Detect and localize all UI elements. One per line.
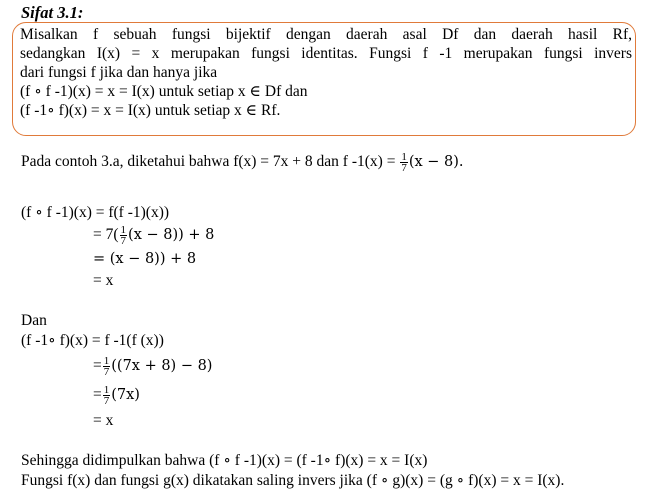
intro-text: Pada contoh 3.a, diketahui bahwa f(x) = 7x + 8 dan f -1(x) = [21, 153, 396, 171]
derivation-1-line-2 [93, 225, 214, 246]
derivation-2-line-1: (f -1∘ f)(x) = f -1(f (x)) [21, 332, 164, 349]
conclusion-line-2: Fungsi f(x) dan fungsi g(x) dikatakan saling invers jika (f ∘ g)(x) = (g ∘ f)(x) = x = I(x). [21, 472, 565, 489]
property-line-3: dari fungsi f jika dan hanya jika [20, 64, 218, 81]
dan-label: Dan [21, 312, 47, 329]
property-title: Sifat 3.1: [21, 3, 84, 22]
derivation-2-line-2 [93, 356, 212, 377]
fraction-numerator: 1 [103, 384, 110, 396]
derivation-2-line-4: = x [93, 412, 114, 429]
derivation-1-line-1: (f ∘ f -1)(x) = f(f -1)(x)) [21, 204, 170, 221]
fraction-numerator: 1 [120, 224, 127, 236]
derivation-1-fraction [120, 225, 128, 246]
intro-math: (x − 8). [408, 154, 464, 171]
property-line-4: (f ∘ f -1)(x) = x = I(x) untuk setiap x ∈ Df dan [20, 83, 308, 100]
intro-fraction [400, 152, 408, 173]
derivation-2-post: ((7x + 8) − 8) [111, 358, 213, 375]
fraction-denominator: 7 [401, 162, 407, 174]
derivation-1-line-3: = (x − 8)) + 8 [93, 251, 197, 267]
property-box-text [20, 25, 632, 120]
fraction-numerator: 1 [103, 355, 110, 367]
derivation-2-post-3: (7x) [111, 387, 140, 404]
conclusion-line-1: Sehingga didimpulkan bahwa (f ∘ f -1)(x) = (f -1∘ f)(x) = x = I(x) [21, 452, 428, 469]
property-line-2: sedangkan I(x) = x merupakan fungsi identitas. Fungsi f -1 merupakan fungsi invers [20, 45, 632, 62]
fraction-denominator: 7 [120, 235, 127, 247]
fraction-denominator: 7 [103, 395, 110, 407]
fraction-denominator: 7 [103, 366, 110, 378]
property-line-5: (f -1∘ f)(x) = x = I(x) untuk setiap x ∈ Rf. [20, 102, 281, 119]
intro-line [21, 152, 464, 173]
derivation-2-fraction-3 [103, 385, 111, 406]
derivation-1-line-4: = x [93, 272, 114, 289]
derivation-2-pre: = [93, 357, 102, 375]
derivation-1-pre: = 7( [93, 226, 119, 244]
derivation-2-fraction [103, 356, 111, 377]
derivation-2-pre-3: = [93, 386, 102, 404]
derivation-1-post: (x − 8)) + 8 [128, 227, 215, 244]
property-line-1: Misalkan f sebuah fungsi bijektif dengan daerah asal Df dan daerah hasil Rf, [20, 26, 632, 43]
fraction-numerator: 1 [401, 151, 407, 163]
derivation-2-line-3 [93, 385, 140, 406]
